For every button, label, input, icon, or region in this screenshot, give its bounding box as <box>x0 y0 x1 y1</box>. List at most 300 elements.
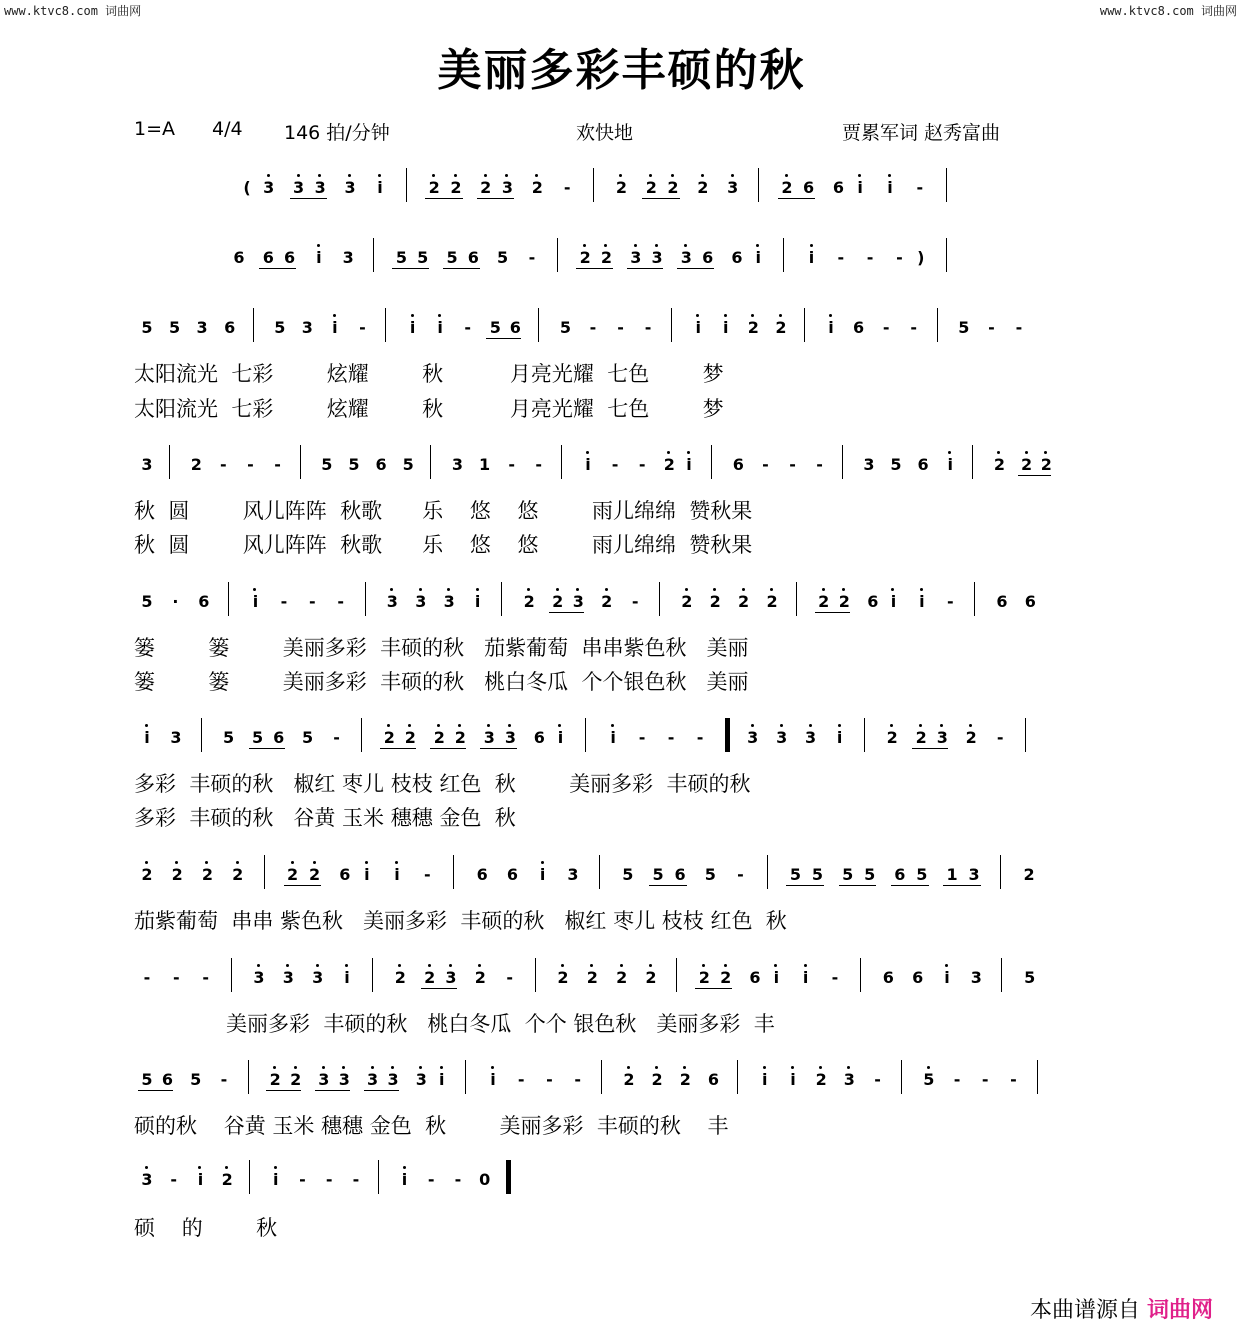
note: 3 <box>771 730 793 746</box>
beam-underline <box>364 1090 399 1091</box>
octave-dot <box>175 861 178 864</box>
note: i <box>467 594 489 610</box>
octave-dot <box>920 588 923 591</box>
note: 6 <box>339 865 351 884</box>
note: 6 <box>882 968 894 987</box>
note: 2 <box>658 457 680 473</box>
note: i <box>782 1072 804 1088</box>
octave-dot <box>649 174 652 177</box>
note: 6 <box>832 178 845 197</box>
octave-dot <box>655 244 658 247</box>
octave-dot <box>419 1066 422 1069</box>
note: 2 <box>1023 865 1035 884</box>
beam-underline <box>421 988 458 989</box>
bar-line <box>372 958 373 992</box>
note: i <box>911 594 933 610</box>
octave-dot <box>294 1066 297 1069</box>
octave-dot <box>432 174 435 177</box>
dash-extension: - <box>831 968 839 987</box>
beam-underline <box>392 268 429 269</box>
beam-underline <box>627 268 664 269</box>
note: 6 <box>467 248 479 267</box>
octave-dot <box>756 244 759 247</box>
bar-line <box>501 582 502 616</box>
note: 2 <box>733 594 755 610</box>
note: i <box>754 1072 776 1088</box>
beam-underline <box>477 198 514 199</box>
note: 2 <box>960 730 982 746</box>
notation-line <box>136 308 1028 348</box>
note: 2 <box>595 250 617 266</box>
note: 6 <box>161 1070 174 1089</box>
bar-line <box>557 238 558 272</box>
site-watermark-right: www.ktvc8.com 词曲网 <box>1099 4 1237 18</box>
octave-dot <box>1025 451 1028 454</box>
note: 3 <box>362 1072 384 1088</box>
octave-dot <box>819 1066 822 1069</box>
octave-dot <box>742 588 745 591</box>
bar-line <box>783 238 784 272</box>
octave-dot <box>476 588 479 591</box>
note: 5 <box>890 455 902 474</box>
octave-dot <box>411 314 414 317</box>
bar-line <box>796 582 797 616</box>
octave-dot <box>667 451 670 454</box>
notation-line <box>136 445 1055 485</box>
note: 5 <box>559 318 571 337</box>
note: 6 <box>803 178 815 197</box>
note: 2 <box>264 1072 286 1088</box>
octave-dot <box>378 174 381 177</box>
note: 6 <box>749 968 761 987</box>
bar-line <box>860 958 861 992</box>
octave-dot <box>478 964 481 967</box>
octave-dot <box>586 451 589 454</box>
dash-extension: - <box>352 1170 360 1189</box>
note: 2 <box>715 970 737 986</box>
octave-dot <box>724 964 727 967</box>
dash-extension: - <box>644 318 652 337</box>
bar-line <box>901 1060 902 1094</box>
note: 3 <box>309 180 331 196</box>
note: 5 <box>916 865 928 884</box>
note: 5 <box>489 318 501 337</box>
note: 6 <box>224 318 236 337</box>
octave-dot <box>701 174 704 177</box>
note: i <box>336 970 358 986</box>
note: 2 <box>640 180 662 196</box>
bar-line <box>676 958 677 992</box>
note: 2 <box>662 180 684 196</box>
octave-dot <box>371 1066 374 1069</box>
note: 2 <box>399 730 421 746</box>
bar-line <box>561 445 562 479</box>
bar-line <box>937 308 938 342</box>
dash-extension: - <box>874 1070 881 1089</box>
note: 2 <box>761 594 783 610</box>
bar-line <box>946 238 947 272</box>
beam-underline <box>284 885 322 886</box>
note: 3 <box>313 1072 335 1088</box>
octave-dot <box>683 1066 686 1069</box>
note: 6 <box>732 455 744 474</box>
dash-extension: - <box>220 455 227 474</box>
note: 5 <box>302 728 314 747</box>
notation-line <box>236 168 955 208</box>
octave-dot <box>829 314 832 317</box>
note: 2 <box>216 1172 238 1188</box>
note: 3 <box>863 455 875 474</box>
octave-dot <box>685 588 688 591</box>
bar-line <box>737 1060 738 1094</box>
note: 3 <box>277 970 299 986</box>
note: 2 <box>227 867 249 883</box>
note: 6 <box>476 865 488 884</box>
lyric-line: 太阳流光 七彩 炫耀 秋 月亮光耀 七色 梦 <box>134 397 724 421</box>
octave-dot <box>145 1166 148 1169</box>
note: 3 <box>136 1172 158 1188</box>
octave-dot <box>541 861 544 864</box>
beam-underline <box>249 748 285 749</box>
dash-extension: - <box>274 455 281 474</box>
bar-line <box>842 445 843 479</box>
bar-line <box>972 445 973 479</box>
octave-dot <box>395 861 398 864</box>
octave-dot <box>671 174 674 177</box>
octave-dot <box>316 964 319 967</box>
dash-extension: - <box>454 1170 462 1189</box>
octave-dot <box>447 588 450 591</box>
note: 2 <box>693 970 715 986</box>
note: 6 <box>233 248 245 267</box>
note: 5 <box>168 318 181 337</box>
bar-line <box>659 582 660 616</box>
note: 6 <box>996 592 1008 611</box>
bar-line <box>201 718 202 752</box>
note: 5 <box>622 865 634 884</box>
note: 2 <box>1016 457 1038 473</box>
note: 6 <box>853 318 865 337</box>
beam-underline <box>443 268 480 269</box>
note: i <box>715 320 737 336</box>
note: 6 <box>912 968 924 987</box>
octave-dot <box>774 964 777 967</box>
note: i <box>244 594 266 610</box>
note: 2 <box>136 867 158 883</box>
note: 2 <box>610 180 632 196</box>
notation-line <box>136 958 1040 998</box>
octave-dot <box>687 451 690 454</box>
note: 3 <box>567 594 589 610</box>
bar-line <box>231 958 232 992</box>
dash-extension: - <box>667 728 675 747</box>
note: 6 <box>375 455 387 474</box>
dash-extension: - <box>866 248 874 267</box>
octave-dot <box>267 174 270 177</box>
note: 3 <box>742 730 764 746</box>
octave-dot <box>449 964 452 967</box>
note: 5 <box>704 865 716 884</box>
note: 6 <box>506 865 518 884</box>
bar-line <box>465 1060 466 1094</box>
beam-underline <box>912 748 948 749</box>
bar-line <box>248 1060 249 1094</box>
dash-extension: - <box>173 968 180 987</box>
octave-dot <box>948 451 951 454</box>
octave-dot <box>333 314 336 317</box>
octave-dot <box>273 1066 276 1069</box>
note: 3 <box>248 970 270 986</box>
note: 6 <box>731 248 743 267</box>
dash-extension: - <box>427 1170 435 1189</box>
note: i <box>939 457 961 473</box>
note: 2 <box>428 730 450 746</box>
octave-dot <box>696 314 699 317</box>
octave-dot <box>487 724 490 727</box>
note: 3 <box>339 180 361 196</box>
octave-dot <box>390 588 393 591</box>
dash-extension: - <box>574 1070 581 1089</box>
dash-extension: - <box>762 455 769 474</box>
bar-line <box>767 855 768 889</box>
note: 5 <box>141 318 153 337</box>
note: i <box>386 867 408 883</box>
octave-dot <box>619 174 622 177</box>
octave-dot <box>313 861 316 864</box>
octave-dot <box>318 174 321 177</box>
notation-line <box>136 855 1040 895</box>
note: 3 <box>451 455 463 474</box>
dash-extension: - <box>981 1070 989 1089</box>
note: i <box>308 250 330 266</box>
octave-dot <box>620 964 623 967</box>
octave-dot <box>484 174 487 177</box>
note: 3 <box>438 594 460 610</box>
note: 2 <box>646 1072 668 1088</box>
note: 5 <box>395 248 407 267</box>
beam-underline <box>549 612 584 613</box>
note: 2 <box>475 180 497 196</box>
octave-dot <box>291 861 294 864</box>
octave-dot <box>408 724 411 727</box>
octave-dot <box>945 964 948 967</box>
note: 5 <box>190 1070 202 1089</box>
octave-dot <box>561 964 564 967</box>
bar-line <box>725 718 730 752</box>
note: 1 <box>478 455 491 474</box>
octave-dot <box>428 964 431 967</box>
dash-extension: - <box>988 318 995 337</box>
note: 2 <box>190 455 202 474</box>
dash-extension: - <box>337 592 345 611</box>
octave-dot <box>927 1066 930 1069</box>
bar-line <box>1025 718 1026 752</box>
note: 5 <box>252 728 264 747</box>
note: 3 <box>838 1072 860 1088</box>
bar-line <box>864 718 865 752</box>
note: 3 <box>170 728 182 747</box>
octave-dot <box>491 1066 494 1069</box>
octave-dot <box>804 964 807 967</box>
lyric-line: 多彩 丰硕的秋 谷黄 玉米 穗穗 金色 秋 <box>134 806 516 830</box>
note: 2 <box>581 970 603 986</box>
notation-line <box>228 238 955 278</box>
note: 2 <box>518 594 540 610</box>
note: 2 <box>469 970 491 986</box>
note: i <box>936 970 958 986</box>
octave-dot <box>508 724 511 727</box>
note: 2 <box>419 970 441 986</box>
octave-dot <box>348 174 351 177</box>
note: i <box>136 730 158 746</box>
octave-dot <box>1044 451 1047 454</box>
note: · <box>172 592 179 611</box>
dash-extension: - <box>882 318 890 337</box>
note: 6 <box>284 248 296 267</box>
note: 3 <box>410 1072 432 1088</box>
beam-underline <box>891 885 929 886</box>
note: 3 <box>141 455 153 474</box>
bar-line <box>378 1160 379 1194</box>
note: 3 <box>382 1072 404 1088</box>
lyric-line: 茄紫葡萄 串串 紫色秋 美丽多彩 丰硕的秋 椒红 枣儿 枝枝 红色 秋 <box>134 909 787 933</box>
note: 2 <box>813 594 835 610</box>
note: 6 <box>702 248 714 267</box>
beam-underline <box>425 198 462 199</box>
note: 2 <box>910 730 932 746</box>
note: 2 <box>389 970 411 986</box>
beam-underline <box>266 1090 301 1091</box>
octave-dot <box>785 174 788 177</box>
note: 3 <box>646 250 668 266</box>
beam-underline <box>380 748 416 749</box>
octave-dot <box>205 861 208 864</box>
note: 5 <box>348 455 360 474</box>
note: 2 <box>770 320 792 336</box>
dash-extension: - <box>464 318 472 337</box>
note: 5 <box>497 248 509 267</box>
note: 3 <box>288 180 310 196</box>
octave-dot <box>225 1166 228 1169</box>
notation-line <box>136 718 1034 758</box>
note: 6 <box>262 248 274 267</box>
dash-extension: - <box>220 1070 228 1089</box>
note: 0 <box>479 1170 491 1189</box>
octave-dot <box>342 1066 345 1069</box>
beam-underline <box>1018 475 1052 476</box>
octave-dot <box>437 724 440 727</box>
note: 1 <box>946 865 958 884</box>
note: 5 <box>274 318 286 337</box>
dash-extension: - <box>528 248 536 267</box>
dash-extension: - <box>953 1070 961 1089</box>
bar-line <box>169 445 170 479</box>
note: ( <box>243 178 251 197</box>
dash-extension: - <box>737 865 744 884</box>
octave-dot <box>274 1166 277 1169</box>
note: 5 <box>417 248 429 267</box>
bar-line <box>711 445 712 479</box>
octave-dot <box>997 451 1000 454</box>
octave-dot <box>770 588 773 591</box>
octave-dot <box>649 964 652 967</box>
bar-line <box>1037 1060 1038 1094</box>
octave-dot <box>558 724 561 727</box>
octave-dot <box>702 964 705 967</box>
footer-source <box>1030 1293 1213 1324</box>
bar-line <box>671 308 672 342</box>
note: 2 <box>166 867 188 883</box>
note: 2 <box>988 457 1010 473</box>
dash-extension: - <box>638 455 646 474</box>
note: 3 <box>301 318 313 337</box>
octave-dot <box>590 964 593 967</box>
note: 3 <box>968 865 980 884</box>
dash-extension: - <box>535 455 543 474</box>
dash-extension: - <box>996 728 1004 747</box>
note: i <box>687 320 709 336</box>
note: 3 <box>410 594 432 610</box>
octave-dot <box>556 588 559 591</box>
beam-underline <box>576 268 613 269</box>
note: 5 <box>652 865 664 884</box>
octave-dot <box>858 174 861 177</box>
bar-line <box>249 1160 250 1194</box>
octave-dot <box>605 588 608 591</box>
lyric-line: 硕的秋 谷黄 玉米 穗穗 金色 秋 美丽多彩 丰硕的秋 丰 <box>134 1114 729 1138</box>
note: 3 <box>499 730 521 746</box>
note: i <box>402 320 424 336</box>
dash-extension: - <box>589 318 597 337</box>
beam-underline <box>649 885 687 886</box>
beam-underline <box>315 1090 350 1091</box>
octave-dot <box>145 724 148 727</box>
octave-dot <box>419 588 422 591</box>
beam-underline <box>430 748 466 749</box>
dash-extension: - <box>325 1170 333 1189</box>
note: 2 <box>1035 457 1057 473</box>
octave-dot <box>822 588 825 591</box>
note: 2 <box>881 730 903 746</box>
note: 3 <box>258 180 280 196</box>
note: 2 <box>618 1072 640 1088</box>
note: i <box>829 730 851 746</box>
dash-extension: - <box>696 728 704 747</box>
octave-dot <box>751 724 754 727</box>
lyric-line: 篓 篓 美丽多彩 丰硕的秋 茄紫葡萄 串串紫色秋 美丽 <box>134 636 749 660</box>
octave-dot <box>604 244 607 247</box>
notation-line <box>136 1160 515 1200</box>
lyric-line: 硕 的 秋 <box>134 1216 278 1240</box>
dash-extension: - <box>638 728 646 747</box>
note: 5 <box>918 1072 940 1088</box>
bar-line <box>599 855 600 889</box>
dash-extension: - <box>423 865 431 884</box>
note: i <box>795 970 817 986</box>
note: 3 <box>342 248 354 267</box>
octave-dot <box>145 861 148 864</box>
dash-extension: - <box>247 455 254 474</box>
time-signature: 4/4 <box>212 118 243 140</box>
note: 2 <box>776 180 798 196</box>
note: 3 <box>675 250 697 266</box>
beam-underline <box>290 198 327 199</box>
note: 2 <box>810 1072 832 1088</box>
note: 2 <box>676 594 698 610</box>
octave-dot <box>724 314 727 317</box>
site-watermark-left: www.ktvc8.com 词曲网 <box>4 4 142 18</box>
note: i <box>849 180 871 196</box>
